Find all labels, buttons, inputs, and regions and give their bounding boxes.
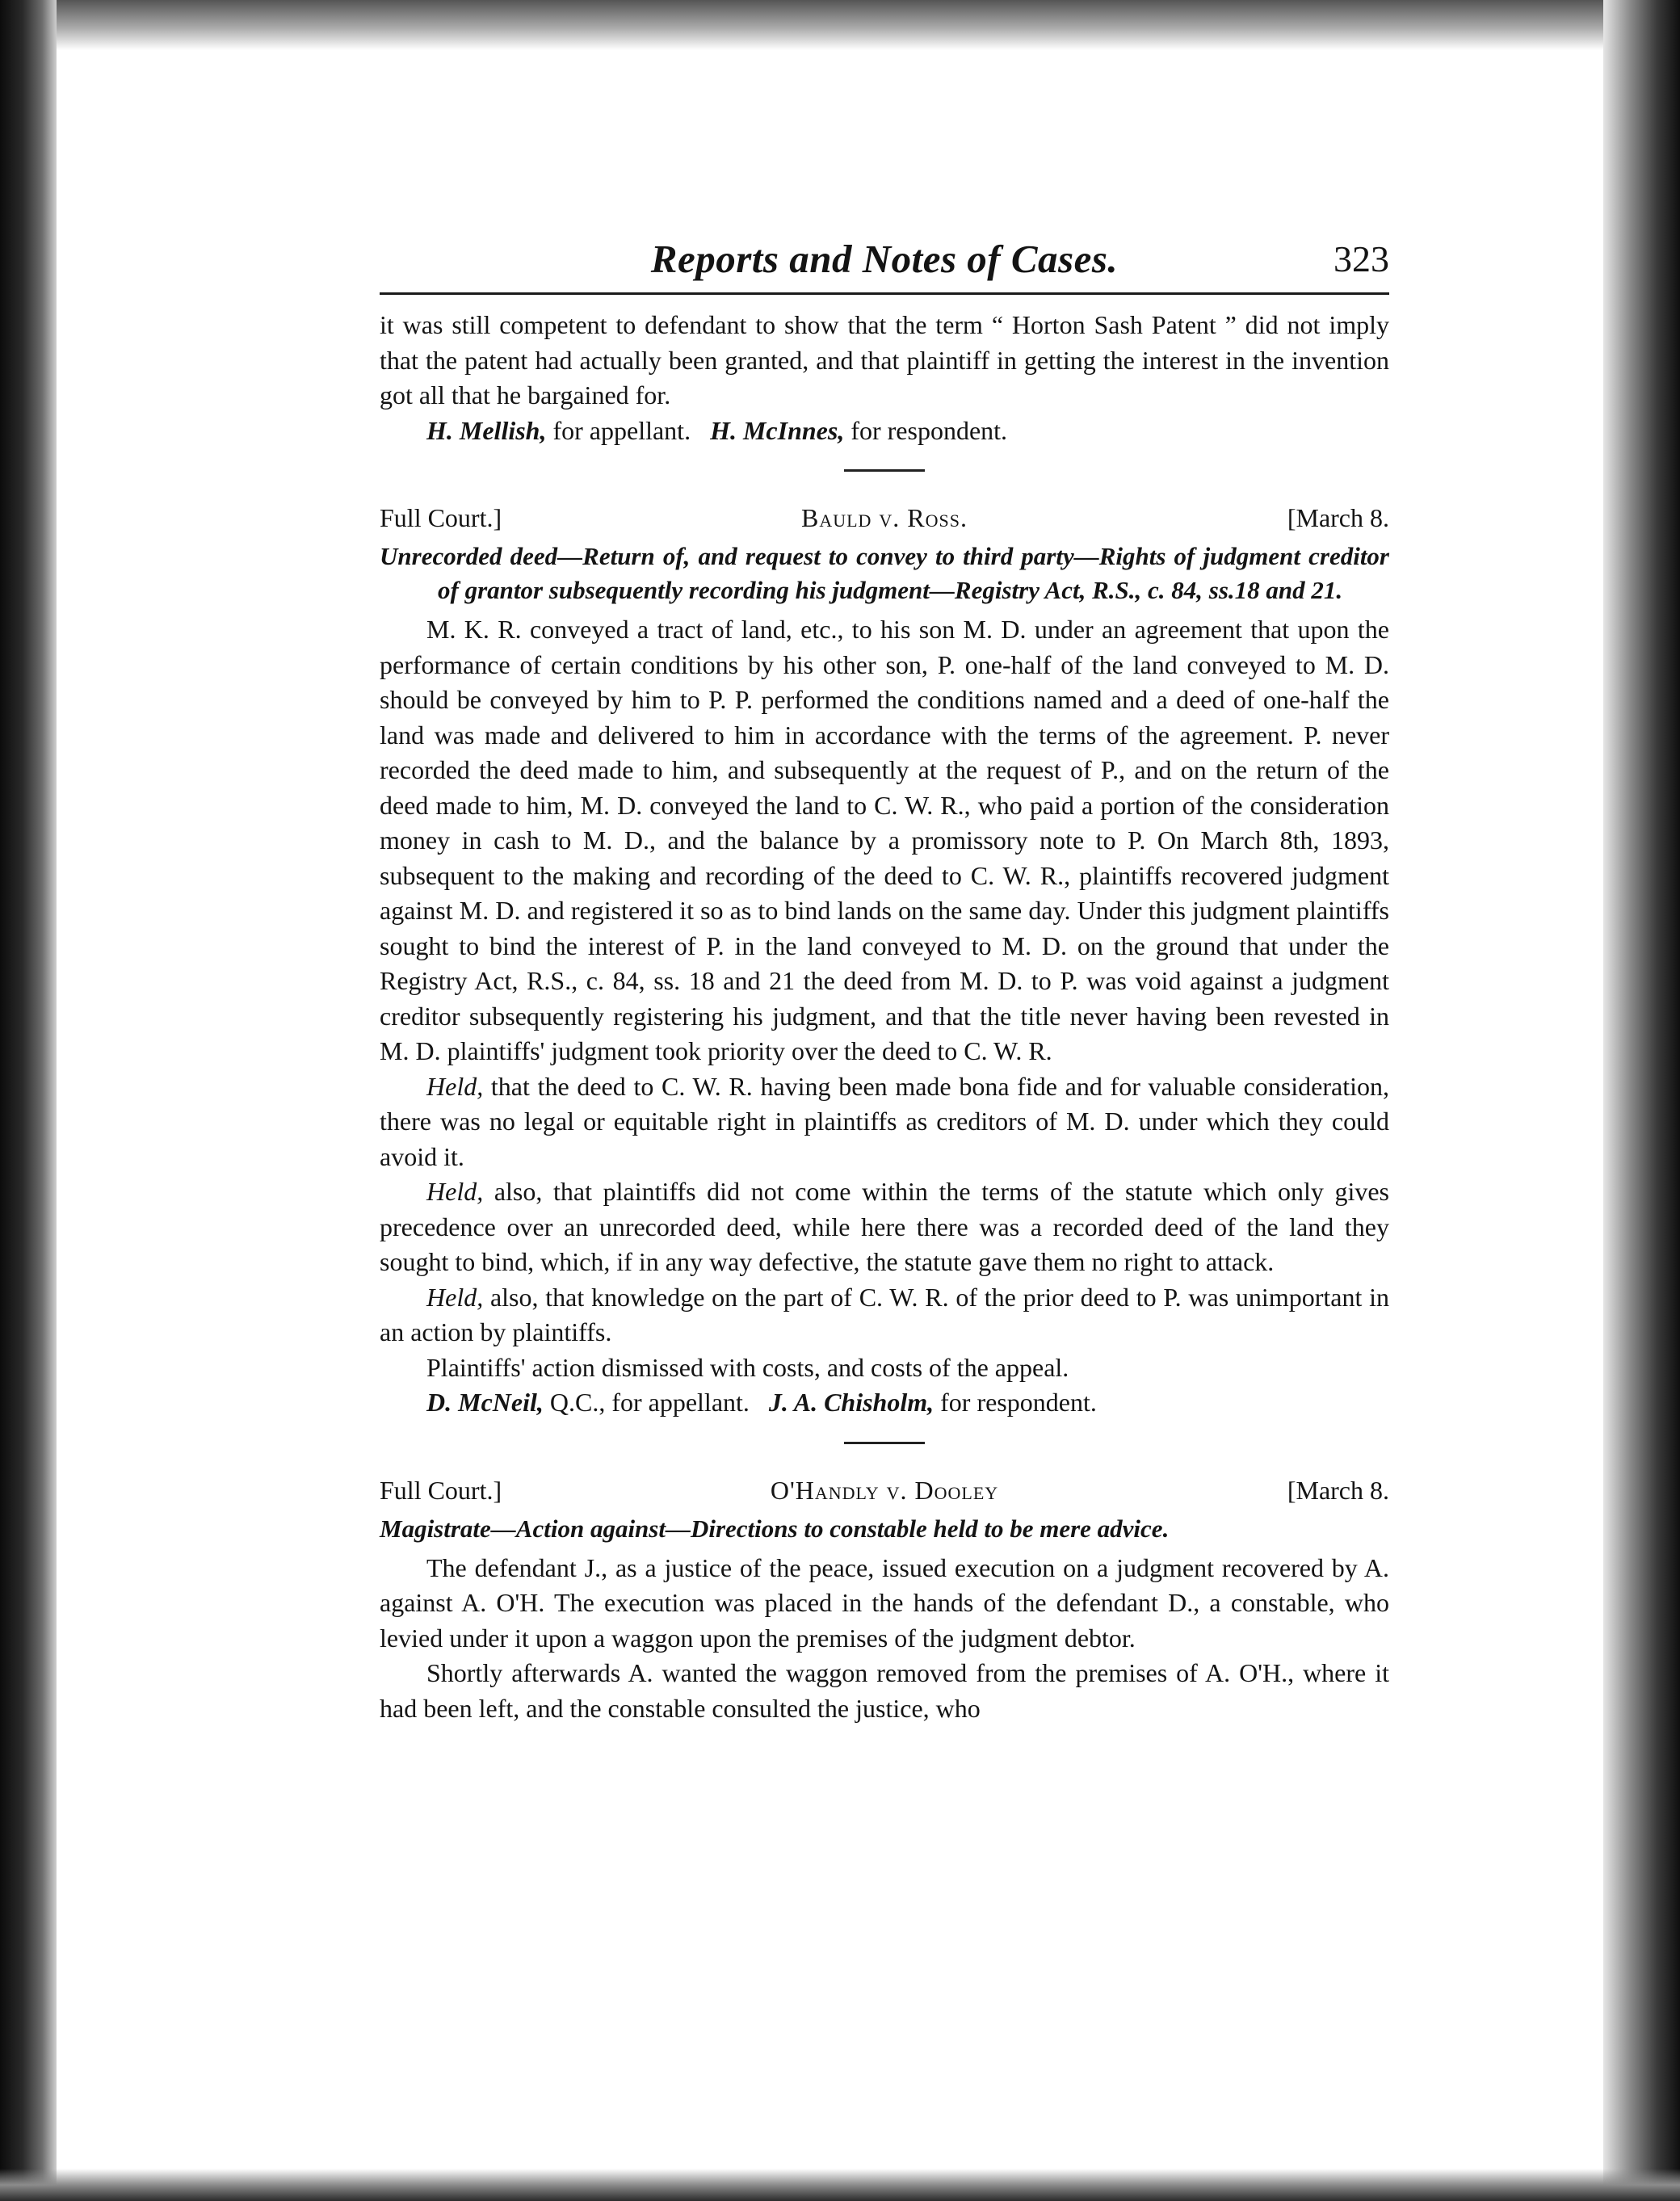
section-divider [844, 469, 925, 472]
case2-header [380, 1473, 1389, 1510]
case1-date: [March 8. [1287, 503, 1389, 532]
case2-court: Full Court.] [380, 1475, 502, 1505]
held-label: Held, [426, 1282, 484, 1312]
case1-name: Bauld v. Ross. [800, 503, 968, 532]
held-label: Held, [426, 1071, 484, 1101]
case1-counsel [380, 1385, 1389, 1421]
case2-headnote: Magistrate—Action against—Directions to constable held to be mere advice. [380, 1514, 1170, 1543]
page [380, 236, 1389, 1726]
running-title: Reports and Notes of Cases. [650, 237, 1119, 281]
case2-paragraph-1: The defendant J., as a justice of the peace, issued execution on a judgment recovered by A. against A. O'H. The execution was placed in the hands of the defendant D., a constable, who levied under it upon a waggon upon the premises of the judgment debtor. [380, 1552, 1389, 1653]
counsel-respondent-role: for respondent. [934, 1388, 1097, 1417]
case1-held-2 [380, 1174, 1389, 1280]
scan-border-left [0, 0, 57, 2201]
held-label: Held, [426, 1177, 484, 1206]
case1-headnote: Unrecorded deed—Return of, and request to convey to third party—Rights of judgment creditor of grantor subsequently recording his judgment—Registry Act, R.S., c. 84, ss.18 and 21. [380, 542, 1389, 604]
section-divider [844, 1442, 925, 1444]
scan-border-bottom [0, 2169, 1680, 2201]
counsel-appellant-name: H. Mellish, [426, 415, 547, 445]
counsel-appellant-role: Q.C., for appellant. [543, 1388, 750, 1417]
counsel-appellant-role: for appellant. [546, 415, 691, 445]
scan-border-right [1603, 0, 1680, 2201]
case2-paragraph-2: Shortly afterwards A. wanted the waggon removed from the premises of A. O'H., where it had been left, and the constable consulted the justice, who [380, 1658, 1389, 1723]
counsel-respondent-name: H. McInnes, [710, 415, 845, 445]
held-text: also, that plaintiffs did not come within the terms of the statute which only gives precedence over an unrecorded deed, while here there was a recorded deed of the land they sought to bind, which, if in any way defective, the statute gave them no right to attack. [380, 1177, 1389, 1276]
case2-name: O'Handly v. Dooley [770, 1475, 999, 1505]
page-number: 323 [1334, 238, 1389, 279]
held-text: that the deed to C. W. R. having been made bona fide and for valuable consideration, there was no legal or equitable right in plaintiffs as creditors of M. D. under which they could avoid it. [380, 1071, 1389, 1171]
counsel-appellant-name: D. McNeil, [426, 1388, 544, 1417]
counsel-respondent-role: for respondent. [844, 415, 1008, 445]
case1-court: Full Court.] [380, 503, 502, 532]
opening-paragraph: it was still competent to defendant to show that the term “ Horton Sash Patent ” did not imply that the patent had actually been granted, and that plaintiff in getting the interest in the invention got all that he bargained for. [380, 310, 1389, 410]
held-text: also, that knowledge on the part of C. W. R. of the prior deed to P. was unimportant in an action by plaintiffs. [380, 1282, 1389, 1346]
case1-header [380, 501, 1389, 538]
running-header [380, 236, 1389, 295]
opening-counsel [380, 414, 1389, 449]
case1-held-1 [380, 1069, 1389, 1175]
case2-date: [March 8. [1287, 1475, 1389, 1505]
scan-border-top [0, 0, 1680, 50]
body-text [380, 308, 1389, 1726]
case1-held-3 [380, 1280, 1389, 1350]
counsel-respondent-name: J. A. Chisholm, [768, 1388, 934, 1417]
case1-disposition: Plaintiffs' action dismissed with costs, and costs of the appeal. [426, 1352, 1069, 1382]
case1-facts: M. K. R. conveyed a tract of land, etc., to his son M. D. under an agreement that upon the performance of certain conditions by his other son, P. one-half of the land conveyed to M. D. should be conveyed by him to P. P. performed the conditions named and a deed of one-half the land was made and delivered to him in accordance with the terms of the agreement. P. never recorded the deed made to him, and subsequently at the request of P., and on the return of the deed made to him, M. D. conveyed the land to C. W. R., who paid a portion of the consideration money in cash to M. D., and the balance by a promissory note to P. On March 8th, 1893, subsequent to the making and recording of the deed to C. W. R., plaintiffs recovered judgment against M. D. and registered it so as to bind lands on the same day. Under this judgment plaintiffs sought to bind the interest of P. in the land conveyed to M. D. on the ground that under the Registry Act, R.S., c. 84, ss. 18 and 21 the deed from M. D. to P. was void against a judgment creditor subsequently registering his judgment, and that the title never having been revested in M. D. plaintiffs' judgment took priority over the deed to C. W. R. [380, 615, 1389, 1065]
